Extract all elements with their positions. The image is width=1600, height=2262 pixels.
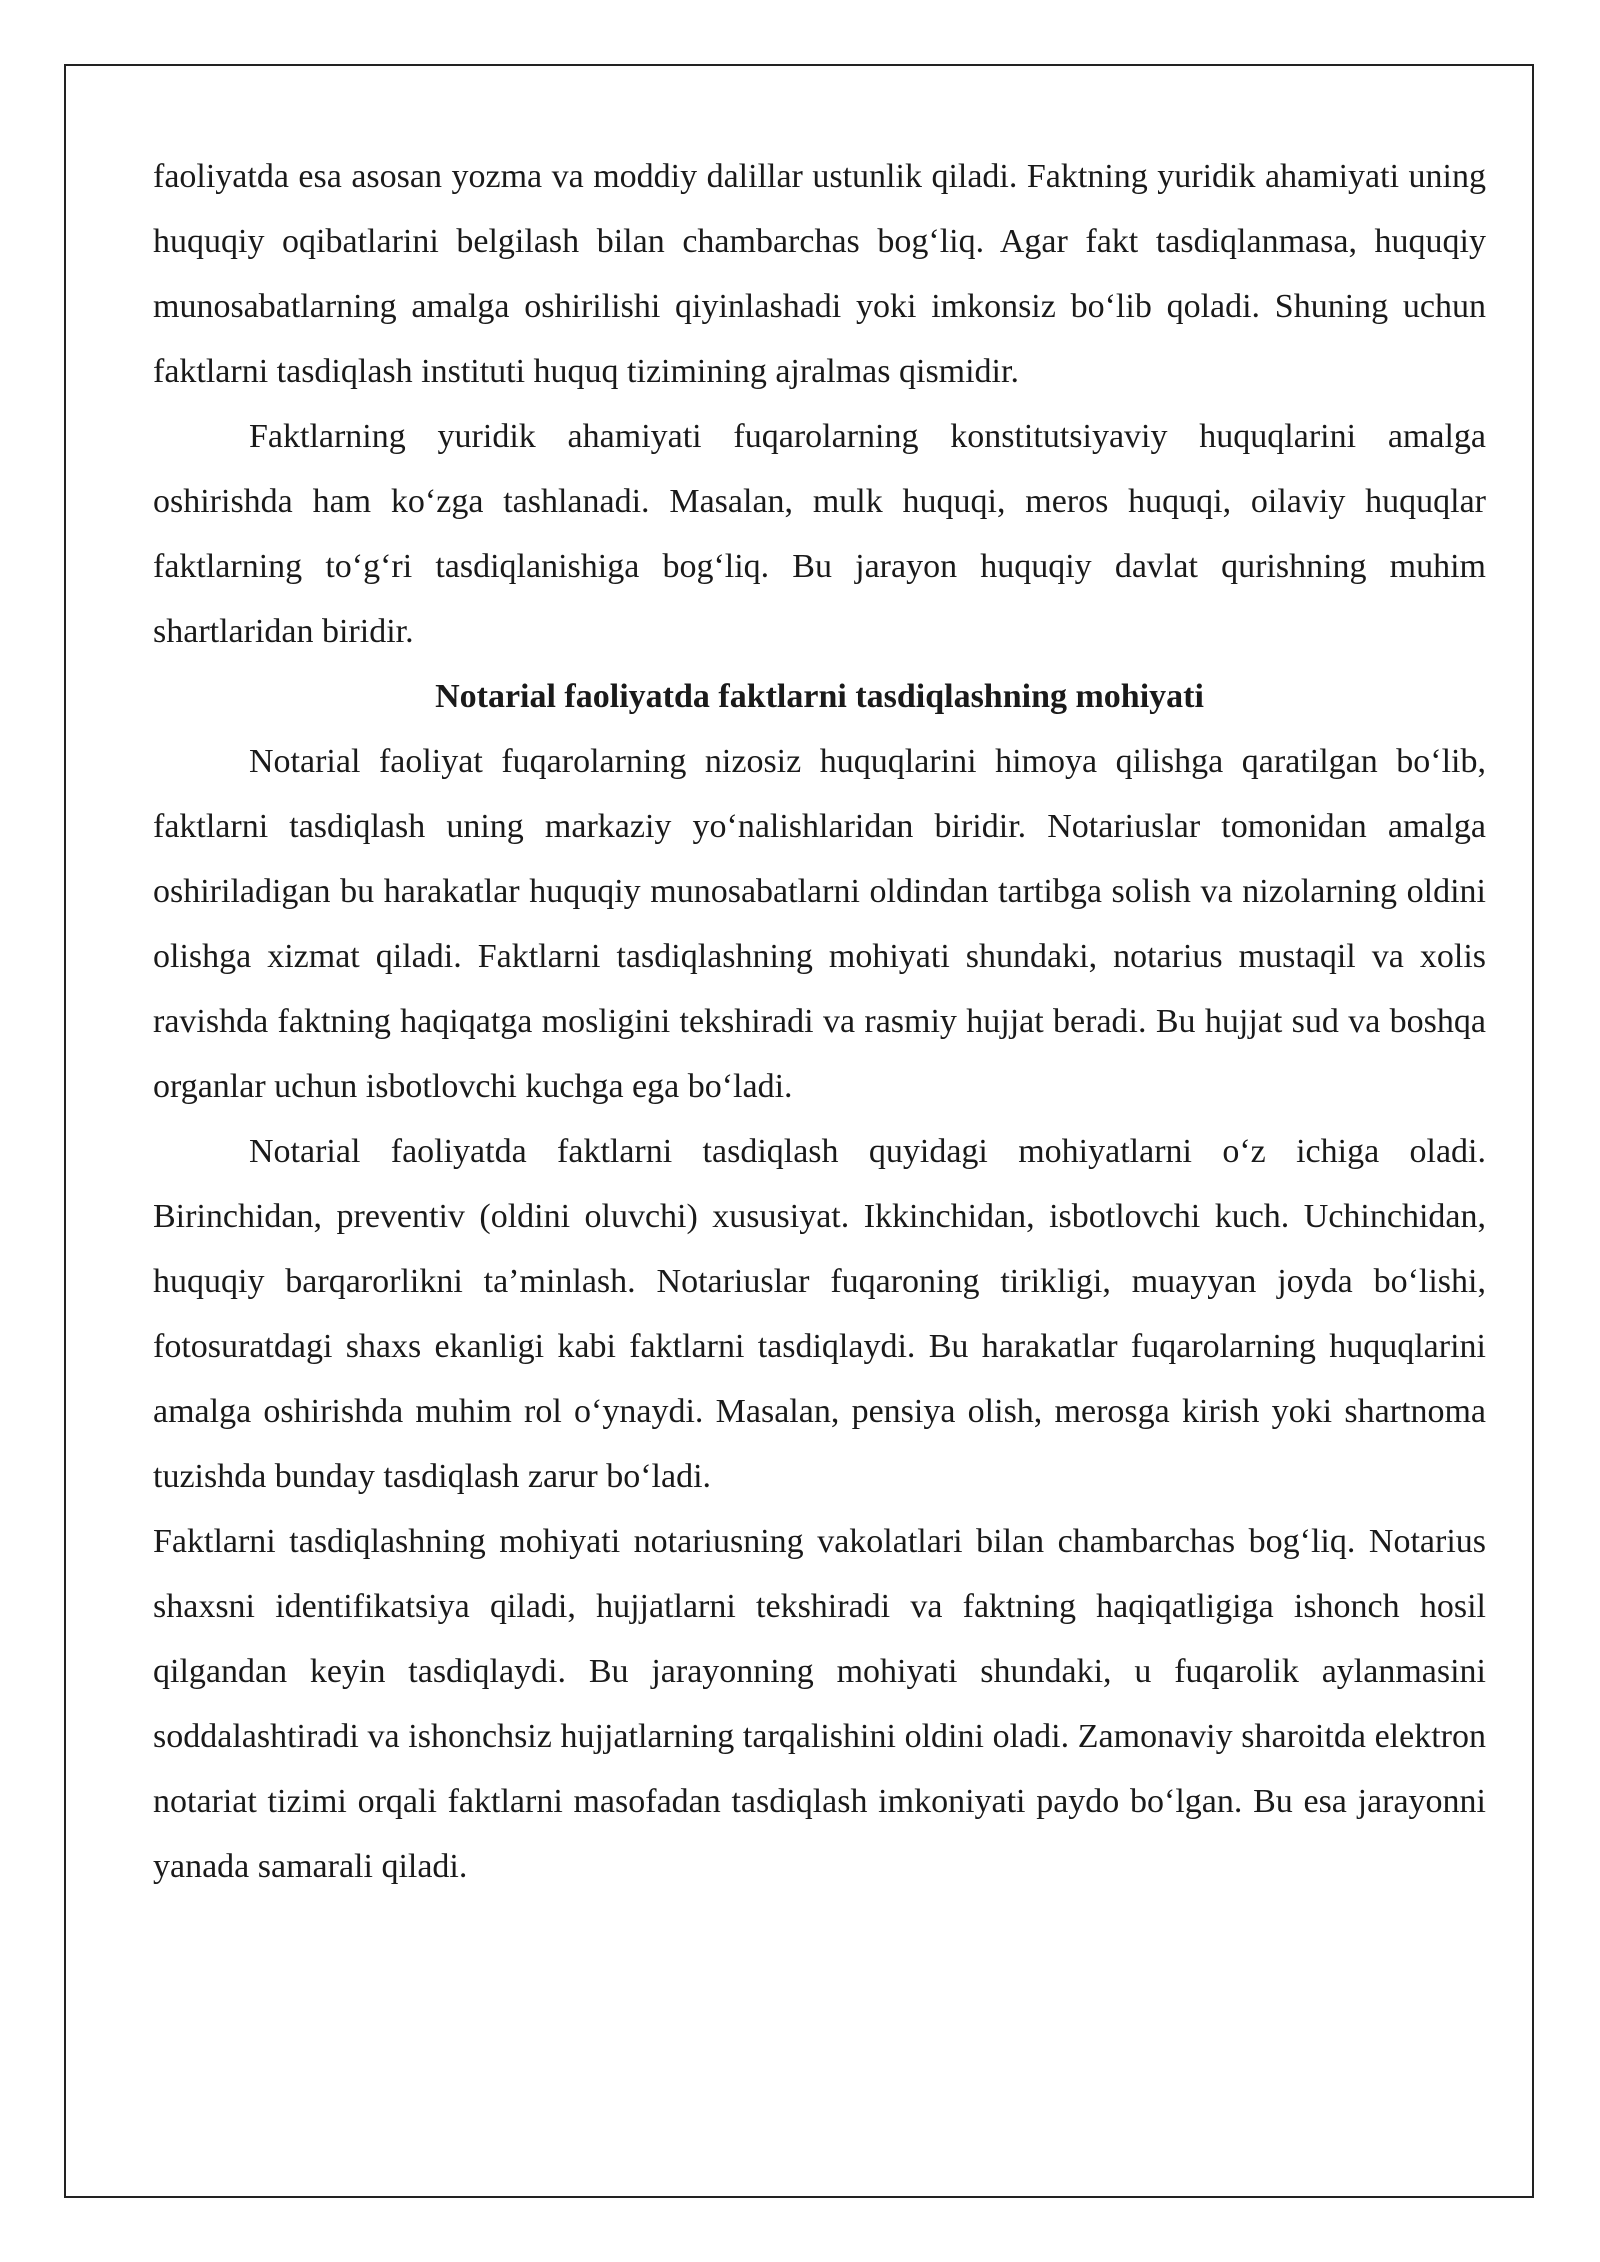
paragraph-continuation: faoliyatda esa asosan yozma va moddiy dalillar ustunlik qiladi. Faktning yuridik ahamiyati uning huquqiy oqibatlarini belgilash bilan chambarchas bog‘liq. Agar fakt tasdiqlanmasa, huquqiy munosabatlarning amalga oshirilishi qiyinlashadi yoki imkonsiz bo‘lib qoladi. Shuning uchun faktlarni tasdiqlash instituti huquq tizimining ajralmas qismidir. [153, 158, 1486, 390]
paragraph-notarial-activity: Notarial faoliyat fuqarolarning nizosiz huquqlarini himoya qilishga qaratilgan bo‘lib, faktlarni tasdiqlash uning markaziy yo‘nalishlaridan biridir. Notariuslar tomonidan amalga oshiriladigan bu harakatlar huquqiy munosabatlarni oldindan tartibga solish va nizolarning oldini olishga xizmat qiladi. Faktlarni tasdiqlashning mohiyati shundaki, notarius mustaqil va xolis ravishda faktning haqiqatga mosligini tekshiradi va rasmiy hujjat beradi. Bu hujjat sud va boshqa organlar uchun isbotlovchi kuchga ega bo‘ladi. [153, 743, 1486, 1105]
paragraph-legal-significance: Faktlarning yuridik ahamiyati fuqarolarning konstitutsiyaviy huquqlarini amalga oshirishda ham ko‘zga tashlanadi. Masalan, mulk huquqi, meros huquqi, oilaviy huquqlar faktlarning to‘g‘ri tasdiqlanishiga bog‘liq. Bu jarayon huquqiy davlat qurishning muhim shartlaridan biridir. [153, 418, 1486, 650]
paragraph-essence-list: Notarial faoliyatda faktlarni tasdiqlash quyidagi mohiyatlarni o‘z ichiga oladi. Birinchidan, preventiv (oldini oluvchi) xususiyat. Ikkinchidan, isbotlovchi kuch. Uchinchidan, huquqiy barqarorlikni ta’minlash. Notariuslar fuqaroning tirikligi, muayyan joyda bo‘lishi, fotosuratdagi shaxs ekanligi kabi faktlarni tasdiqlaydi. Bu harakatlar fuqarolarning huquqlarini amalga oshirishda muhim rol o‘ynaydi. Masalan, pensiya olish, merosga kirish yoki shartnoma tuzishda bunday tasdiqlash zarur bo‘ladi. [153, 1133, 1486, 1495]
document-body [153, 144, 1486, 1899]
section-heading: Notarial faoliyatda faktlarni tasdiqlashning mohiyati [435, 678, 1204, 715]
paragraph-notary-powers: Faktlarni tasdiqlashning mohiyati notariusning vakolatlari bilan chambarchas bog‘liq. Notarius shaxsni identifikatsiya qiladi, hujjatlarni tekshiradi va faktning haqiqatligiga ishonch hosil qilgandan keyin tasdiqlaydi. Bu jarayonning mohiyati shundaki, u fuqarolik aylanmasini soddalashtiradi va ishonchsiz hujjatlarning tarqalishini oldini oladi. Zamonaviy sharoitda elektron notariat tizimi orqali faktlarni masofadan tasdiqlash imkoniyati paydo bo‘lgan. Bu esa jarayonni yanada samarali qiladi. [153, 1523, 1486, 1885]
